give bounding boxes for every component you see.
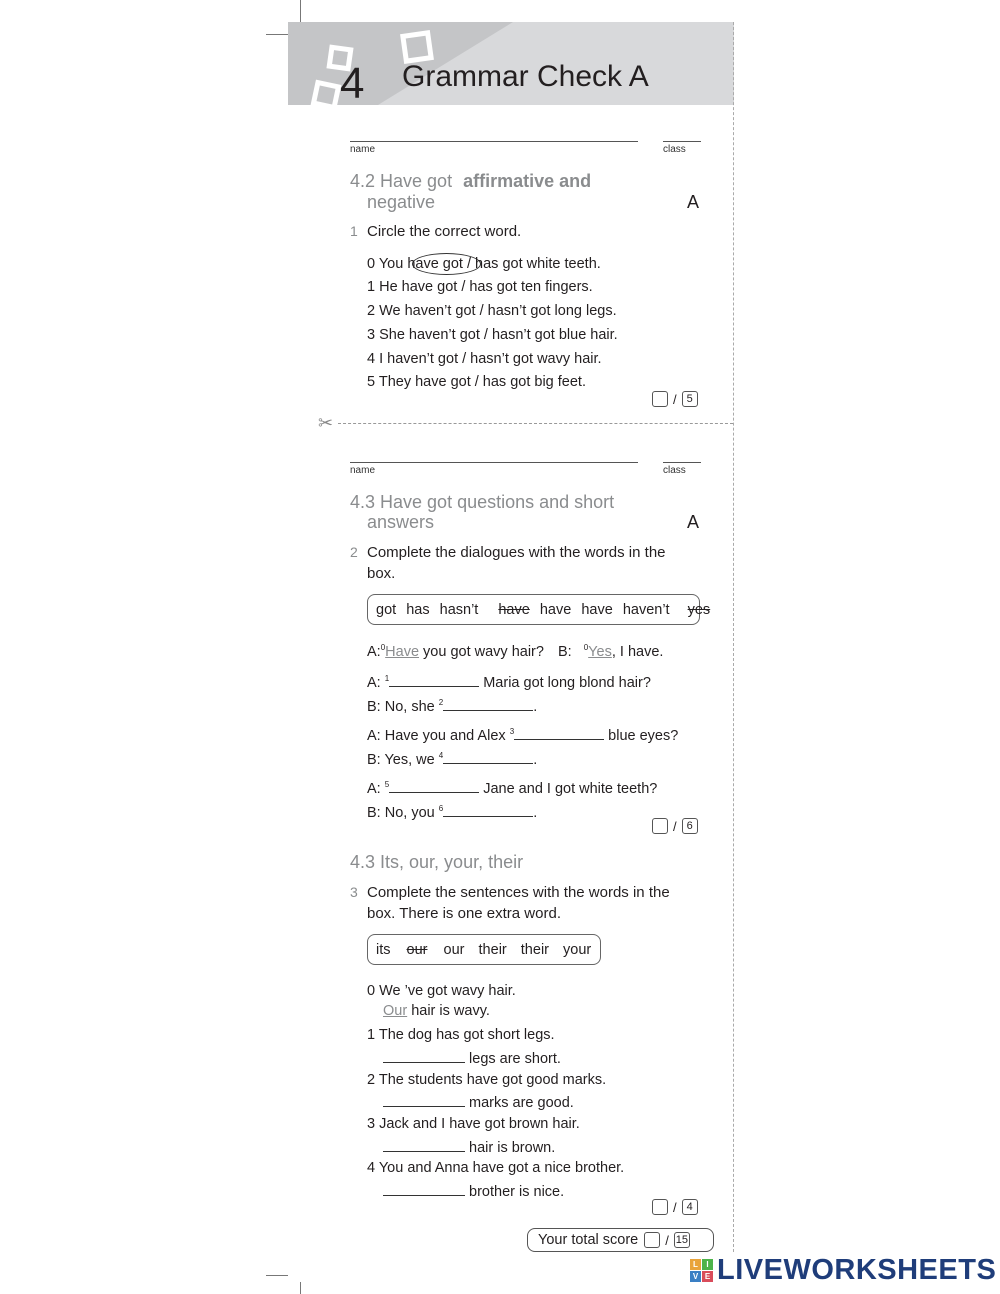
decorative-square-2: [400, 30, 434, 64]
word-used: our: [406, 942, 428, 958]
logo-text: LIVEWORKSHEETS: [717, 1254, 997, 1286]
cut-line: [338, 423, 733, 424]
total-score: [527, 1228, 714, 1252]
section-title-line2: negative: [367, 192, 436, 212]
answer-blank[interactable]: [383, 1181, 465, 1196]
dialogue-line: A: $^1$ Maria got long blond hair?: [367, 672, 651, 691]
exercise-item: 0 You have got / has got white teeth.: [367, 256, 601, 272]
section-title-line2: answers: [367, 512, 435, 532]
name-line: [350, 141, 638, 142]
score-input[interactable]: [652, 391, 668, 407]
fold-line: [733, 22, 734, 1252]
liveworksheets-logo: [690, 1254, 996, 1287]
word: got: [376, 602, 397, 618]
exercise-item-answer: marks are good.: [383, 1092, 574, 1111]
dialogue-line: B: No, you $^6$ .: [367, 802, 537, 821]
page-title: Grammar Check A: [402, 60, 649, 93]
word-box: [367, 594, 711, 625]
word: your: [563, 942, 592, 958]
word: have: [539, 602, 572, 618]
answer-blank[interactable]: [383, 1092, 465, 1107]
dialogue-example: A:$^0$Have you got wavy hair? B: $^0$Yes, I have.: [367, 643, 664, 660]
answer-blank[interactable]: [389, 672, 479, 687]
instruction-line2: box. There is one extra word.: [367, 905, 561, 922]
score-input[interactable]: [652, 818, 668, 834]
word: hasn’t: [439, 602, 479, 618]
section-title: 4.2 Have got affirmative and: [350, 171, 592, 191]
instruction: Circle the correct word.: [367, 223, 522, 240]
class-line: [663, 141, 701, 142]
answer-blank[interactable]: [514, 725, 604, 740]
dialogue-line: A: $^5$ Jane and I got white teeth?: [367, 778, 657, 797]
score-max: 6: [682, 818, 698, 834]
name-line: [350, 462, 638, 463]
total-score-label: Your total score: [538, 1232, 639, 1248]
exercise-item[interactable]: 3 She haven’t got / hasn’t got blue hair.: [367, 327, 618, 343]
score-box: / 6: [652, 818, 698, 834]
instruction-line2: box.: [367, 565, 396, 582]
total-score-input[interactable]: [644, 1232, 660, 1248]
word: its: [376, 942, 391, 958]
answer-blank[interactable]: [443, 802, 533, 817]
section-title: 4.3 Have got questions and short: [350, 492, 615, 512]
word-box: [367, 934, 601, 965]
dialogue-line: B: Yes, we $^4$ .: [367, 749, 537, 768]
exercise-example: 0 We ’ve got wavy hair.: [367, 983, 516, 999]
version-label: A: [687, 192, 700, 212]
dialogue-line: A: Have you and Alex $^3$ blue eyes?: [367, 725, 678, 744]
name-label: name: [350, 465, 376, 476]
name-label: name: [350, 144, 376, 155]
crop-mark-bottom-v: [300, 1282, 301, 1294]
exercise-item: 3 Jack and I have got brown hair.: [367, 1116, 580, 1132]
exercise-number: 2: [350, 544, 358, 560]
exercise-number: 3: [350, 884, 358, 900]
exercise-item[interactable]: 1 He have got / has got ten fingers.: [367, 279, 593, 295]
score-max: 4: [682, 1199, 698, 1215]
exercise-item-answer: legs are short.: [383, 1048, 561, 1067]
word: their: [478, 942, 507, 958]
answer-blank[interactable]: [443, 749, 533, 764]
total-score-max: 15: [675, 1234, 688, 1246]
word: their: [520, 942, 549, 958]
crop-mark-top-v: [300, 0, 301, 22]
class-label: class: [663, 465, 686, 476]
logo-icon: L I V E: [690, 1259, 713, 1282]
score-box: / 4: [652, 1199, 698, 1215]
word: have: [581, 602, 613, 618]
class-line: [663, 462, 701, 463]
instruction: Complete the dialogues with the words in the: [367, 544, 666, 561]
dialogue-line: B: No, she $^2$ .: [367, 696, 537, 715]
word-used: yes: [687, 602, 711, 618]
word: our: [443, 942, 465, 958]
crop-mark-top-h: [266, 34, 288, 35]
exercise-item-answer: hair is brown.: [383, 1137, 555, 1156]
class-label: class: [663, 144, 686, 155]
score-box: / 5: [652, 391, 698, 407]
exercise-number: 1: [350, 223, 358, 239]
exercise-item: 1 The dog has got short legs.: [367, 1027, 555, 1043]
scissors-icon: ✂: [318, 413, 334, 433]
exercise-item[interactable]: 2 We haven’t got / hasn’t got long legs.: [367, 303, 617, 319]
crop-mark-bottom-h: [266, 1275, 288, 1276]
score-input[interactable]: [652, 1199, 668, 1215]
score-max: 5: [682, 391, 698, 407]
total-score-box: / 15: [644, 1232, 690, 1248]
exercise-item-answer: brother is nice.: [383, 1181, 564, 1200]
exercise-item: 4 You and Anna have got a nice brother.: [367, 1160, 625, 1176]
exercise-item[interactable]: 5 They have got / has got big feet.: [367, 374, 586, 390]
answer-blank[interactable]: [383, 1048, 465, 1063]
answer-blank[interactable]: [443, 696, 533, 711]
exercise-item: 2 The students have got good marks.: [367, 1072, 607, 1088]
instruction: Complete the sentences with the words in the: [367, 884, 670, 901]
word-used: have: [498, 602, 530, 618]
word: haven’t: [622, 602, 670, 618]
exercise-example-answer: Our hair is wavy.: [383, 1003, 490, 1019]
answer-blank[interactable]: [383, 1137, 465, 1152]
exercise-item[interactable]: 4 I haven’t got / hasn’t got wavy hair.: [367, 351, 602, 367]
decorative-square-3: [311, 80, 342, 105]
answer-blank[interactable]: [389, 778, 479, 793]
word: has: [406, 602, 430, 618]
unit-number: 4: [340, 59, 365, 108]
version-label: A: [687, 512, 700, 532]
section-title: 4.3 Its, our, your, their: [350, 852, 524, 872]
section-title-bold: affirmative and: [463, 171, 592, 191]
